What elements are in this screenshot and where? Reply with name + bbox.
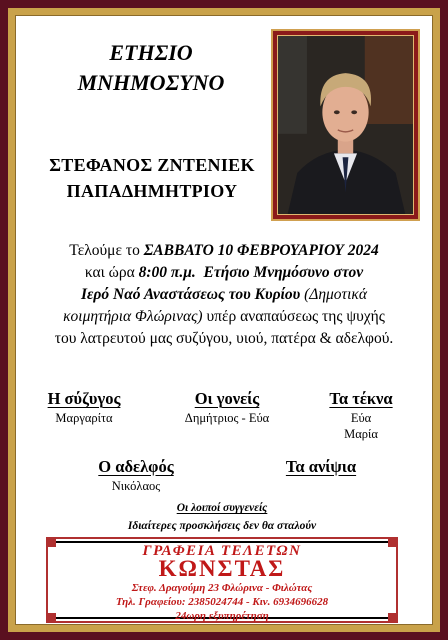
family-parents bbox=[162, 388, 292, 426]
funeral-home-hours: 24ωρη εξυπηρέτηση bbox=[175, 610, 269, 622]
brother-name: Νικόλαος bbox=[111, 479, 161, 493]
child-name-2: Μαρία bbox=[344, 427, 378, 441]
deceased-name bbox=[22, 152, 282, 204]
memorial-notice bbox=[15, 15, 433, 625]
gold-trim bbox=[8, 8, 440, 632]
prayer-text: υπέρ αναπαύσεως της ψυχής bbox=[202, 308, 385, 325]
announcement-line-2 bbox=[24, 262, 424, 284]
family-children bbox=[306, 388, 416, 442]
parents-names: Δημήτριος - Εύα bbox=[184, 411, 270, 425]
spouse-heading: Η σύζυγος bbox=[47, 389, 121, 408]
invitations-note: Ιδιαίτερες προσκλήσεις δεν θα σταλούν bbox=[127, 520, 317, 532]
other-relatives: Οι λοιποί συγγενείς bbox=[176, 502, 268, 514]
family-spouse bbox=[24, 388, 144, 426]
brother-heading: Ο αδελφός bbox=[98, 457, 174, 476]
announcement-text bbox=[24, 240, 424, 350]
funeral-home-name: ΚΩΝΣΤΑΣ bbox=[158, 556, 286, 581]
funeral-home-box bbox=[46, 537, 398, 623]
announcement-line-5: του λατρευτού μας συζύγου, υιού, πατέρα & αδελφού. bbox=[54, 330, 394, 347]
nephews-heading: Τα ανίψια bbox=[285, 457, 357, 476]
portrait-frame bbox=[271, 29, 420, 221]
time-intro: και ώρα bbox=[84, 264, 139, 281]
portrait-icon bbox=[278, 36, 413, 214]
deceased-name-line-1: ΣΤΕΦΑΝΟΣ ΖΝΤΕΝΙΕΚ bbox=[49, 155, 255, 175]
title-line-2: ΜΝΗΜΟΣΥΝΟ bbox=[77, 70, 225, 95]
memorial-service: Ετήσιο Μνημόσυνο στον bbox=[203, 264, 364, 281]
parents-heading: Οι γονείς bbox=[194, 389, 260, 408]
family-brother bbox=[76, 456, 196, 494]
children-heading: Τα τέκνα bbox=[329, 389, 393, 408]
church-name: Ιερό Ναό Αναστάσεως του Κυρίου bbox=[81, 286, 301, 303]
funeral-home-phones: Τηλ. Γραφείου: 2385024744 - Κιν. 6934696628 bbox=[115, 596, 329, 608]
portrait-photo bbox=[277, 35, 414, 215]
spouse-name: Μαργαρίτα bbox=[55, 411, 113, 425]
family-nephews bbox=[256, 456, 386, 478]
funeral-home-address: Στεφ. Δραγούμη 23 Φλώρινα - Φιλώτας bbox=[131, 582, 313, 594]
notice-title bbox=[26, 38, 276, 98]
announcement-intro: Τελούμε το bbox=[69, 242, 144, 259]
memorial-time: 8:00 π.μ. bbox=[138, 264, 196, 281]
cemetery-open: (Δημοτικά bbox=[300, 286, 367, 303]
title-line-1: ΕΤΗΣΙΟ bbox=[109, 40, 193, 65]
announcement-line-4 bbox=[24, 306, 424, 328]
announcement-line-1 bbox=[24, 240, 424, 262]
announcement-line-3 bbox=[24, 284, 424, 306]
funeral-home-heading: ΓΡΑΦΕΙΑ ΤΕΛΕΤΩΝ bbox=[142, 543, 302, 559]
deceased-name-line-2: ΠΑΠΑΔΗΜΗΤΡΙΟΥ bbox=[66, 181, 238, 201]
cemetery-close: κοιμητήρια Φλώρινας) bbox=[63, 308, 203, 325]
child-name-1: Εύα bbox=[350, 411, 372, 425]
memorial-date: ΣΑΒΒΑΤΟ 10 ΦΕΒΡΟΥΑΡΙΟΥ 2024 bbox=[143, 242, 379, 259]
